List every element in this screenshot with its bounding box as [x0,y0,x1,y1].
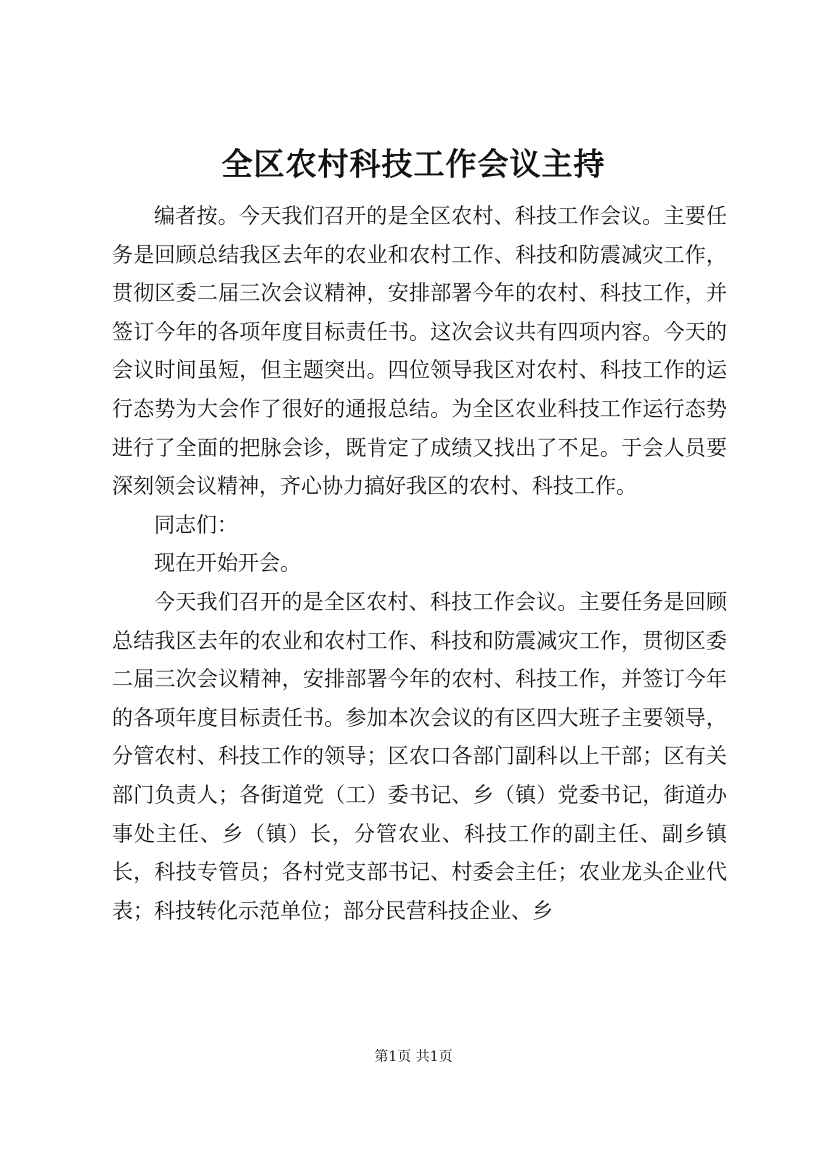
document-title: 全区农村科技工作会议主持 [221,147,606,183]
opening-paragraph: 现在开始开会。 [154,551,301,576]
page-number-footer: 第1页 共1页 [374,1049,453,1065]
document-body [112,197,727,930]
meeting-intro-paragraph: 今天我们召开的是全区农村、科技工作会议。主要任务是回顾总结我区去年的农业和农村工作、科技和防震减灾工作，贯彻区委二届三次会议精神，安排部署今年的农村、科技工作，并签订今年的各项年度目标责任书。参加本次会议的有区四大班子主要领导，分管农村、科技工作的领导；区农口各部门副科以上干部；区有关部门负责人；各街道党（工）委书记、乡（镇）党委书记，街道办事处主任、乡（镇）长，分管农业、科技工作的副主任、副乡镇长，科技专管员；各村党支部书记、村委会主任；农业龙头企业代表；科技转化示范单位；部分民营科技企业、乡 [112,589,727,923]
salutation-paragraph: 同志们： [154,512,238,537]
editor-note-paragraph: 编者按。今天我们召开的是全区农村、科技工作会议。主要任务是回顾总结我区去年的农业和农村工作、科技和防震减灾工作，贯彻区委二届三次会议精神，安排部署今年的农村、科技工作，并签订今年的各项年度目标责任书。这次会议共有四项内容。今天的会议时间虽短，但主题突出。四位领导我区对农村、科技工作的运行态势为大会作了很好的通报总结。为全区农业科技工作运行态势进行了全面的把脉会诊，既肯定了成绩又找出了不足。于会人员要深刻领会议精神，齐心协力搞好我区的农村、科技工作。 [112,204,727,499]
